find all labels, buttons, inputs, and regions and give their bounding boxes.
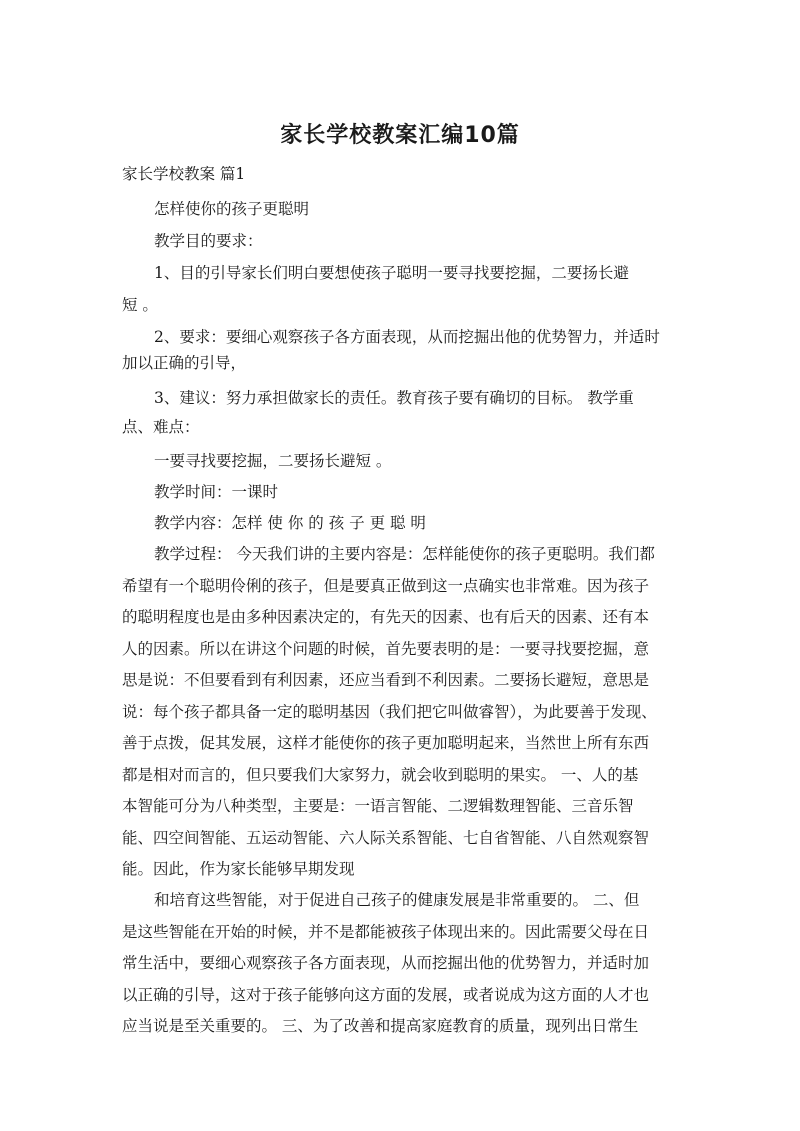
paragraph-line: 是这些智能在开始的时候，并不是都能被孩子体现出来的。因此需要父母在日 [122,923,650,941]
paragraph-line: 都是相对而言的，但只要我们大家努力，就会收到聪明的果实。 一、人的基 [122,766,639,784]
paragraph-line: 能。因此，作为家长能够早期发现 [122,860,355,878]
paragraph-line: 本智能可分为八种类型，主要是：一语言智能、二逻辑数理智能、三音乐智 [122,797,634,815]
paragraph-line: 教学目的要求： [154,232,263,250]
paragraph-line: 教学过程： 今天我们讲的主要内容是：怎样能使你的孩子更聪明。我们都 [154,545,655,563]
lesson-title: 怎样使你的孩子更聪明 [154,200,310,218]
paragraph-line: 点、难点： [122,418,200,436]
paragraph-line: 善于点拨，促其发展，这样才能使你的孩子更加聪明起来，当然世上所有东西 [122,734,650,752]
paragraph-line: 常生活中，要细心观察孩子各方面表现，从而挖掘出他的优势智力，并适时加 [122,954,650,972]
paragraph-line: 教学内容：怎样 使 你 的 孩 子 更 聪 明 [154,514,426,532]
paragraph-line: 希望有一个聪明伶俐的孩子，但是要真正做到这一点确实也非常难。因为孩子 [122,577,650,595]
paragraph-line: 和培育这些智能，对于促进自己孩子的健康发展是非常重要的。 二、但 [154,891,640,909]
paragraph-line: 思是说：不但要看到有利因素，还应当看到不利因素。二要扬长避短，意思是 [122,671,650,689]
document-title: 家长学校教案汇编10篇 [280,123,520,148]
paragraph-line: 教学时间：一课时 [154,483,279,501]
paragraph-line: 说：每个孩子都具备一定的聪明基因（我们把它叫做睿智），为此要善于发现、 [122,703,657,721]
section-heading: 家长学校教案 篇1 [122,165,246,183]
paragraph-line: 加以正确的引导， [122,354,247,372]
paragraph-line: 3、建议：努力承担做家长的责任。教育孩子要有确切的目标。 教学重 [154,389,634,407]
paragraph-line: 的聪明程度也是由多种因素决定的，有先天的因素、也有后天的因素、还有本 [122,608,650,626]
paragraph-line: 能、四空间智能、五运动智能、六人际关系智能、七自省智能、八自然观察智 [122,829,650,847]
paragraph-line: 一要寻找要挖掘，二要扬长避短 。 [154,452,392,470]
paragraph-line: 1、目的引导家长们明白要想使孩子聪明一要寻找要挖掘，二要扬长避 [154,264,629,282]
paragraph-line: 2、要求：要细心观察孩子各方面表现，从而挖掘出他的优势智力，并适时 [154,328,660,346]
paragraph-line: 应当说是至关重要的。 三、为了改善和提高家庭教育的质量，现列出日常生 [122,1017,639,1035]
paragraph-line: 短 。 [122,296,158,314]
paragraph-line: 以正确的引导，这对于孩子能够向这方面的发展，或者说成为这方面的人才也 [122,986,650,1004]
paragraph-line: 人的因素。所以在讲这个问题的时候，首先要表明的是：一要寻找要挖掘，意 [122,640,650,658]
